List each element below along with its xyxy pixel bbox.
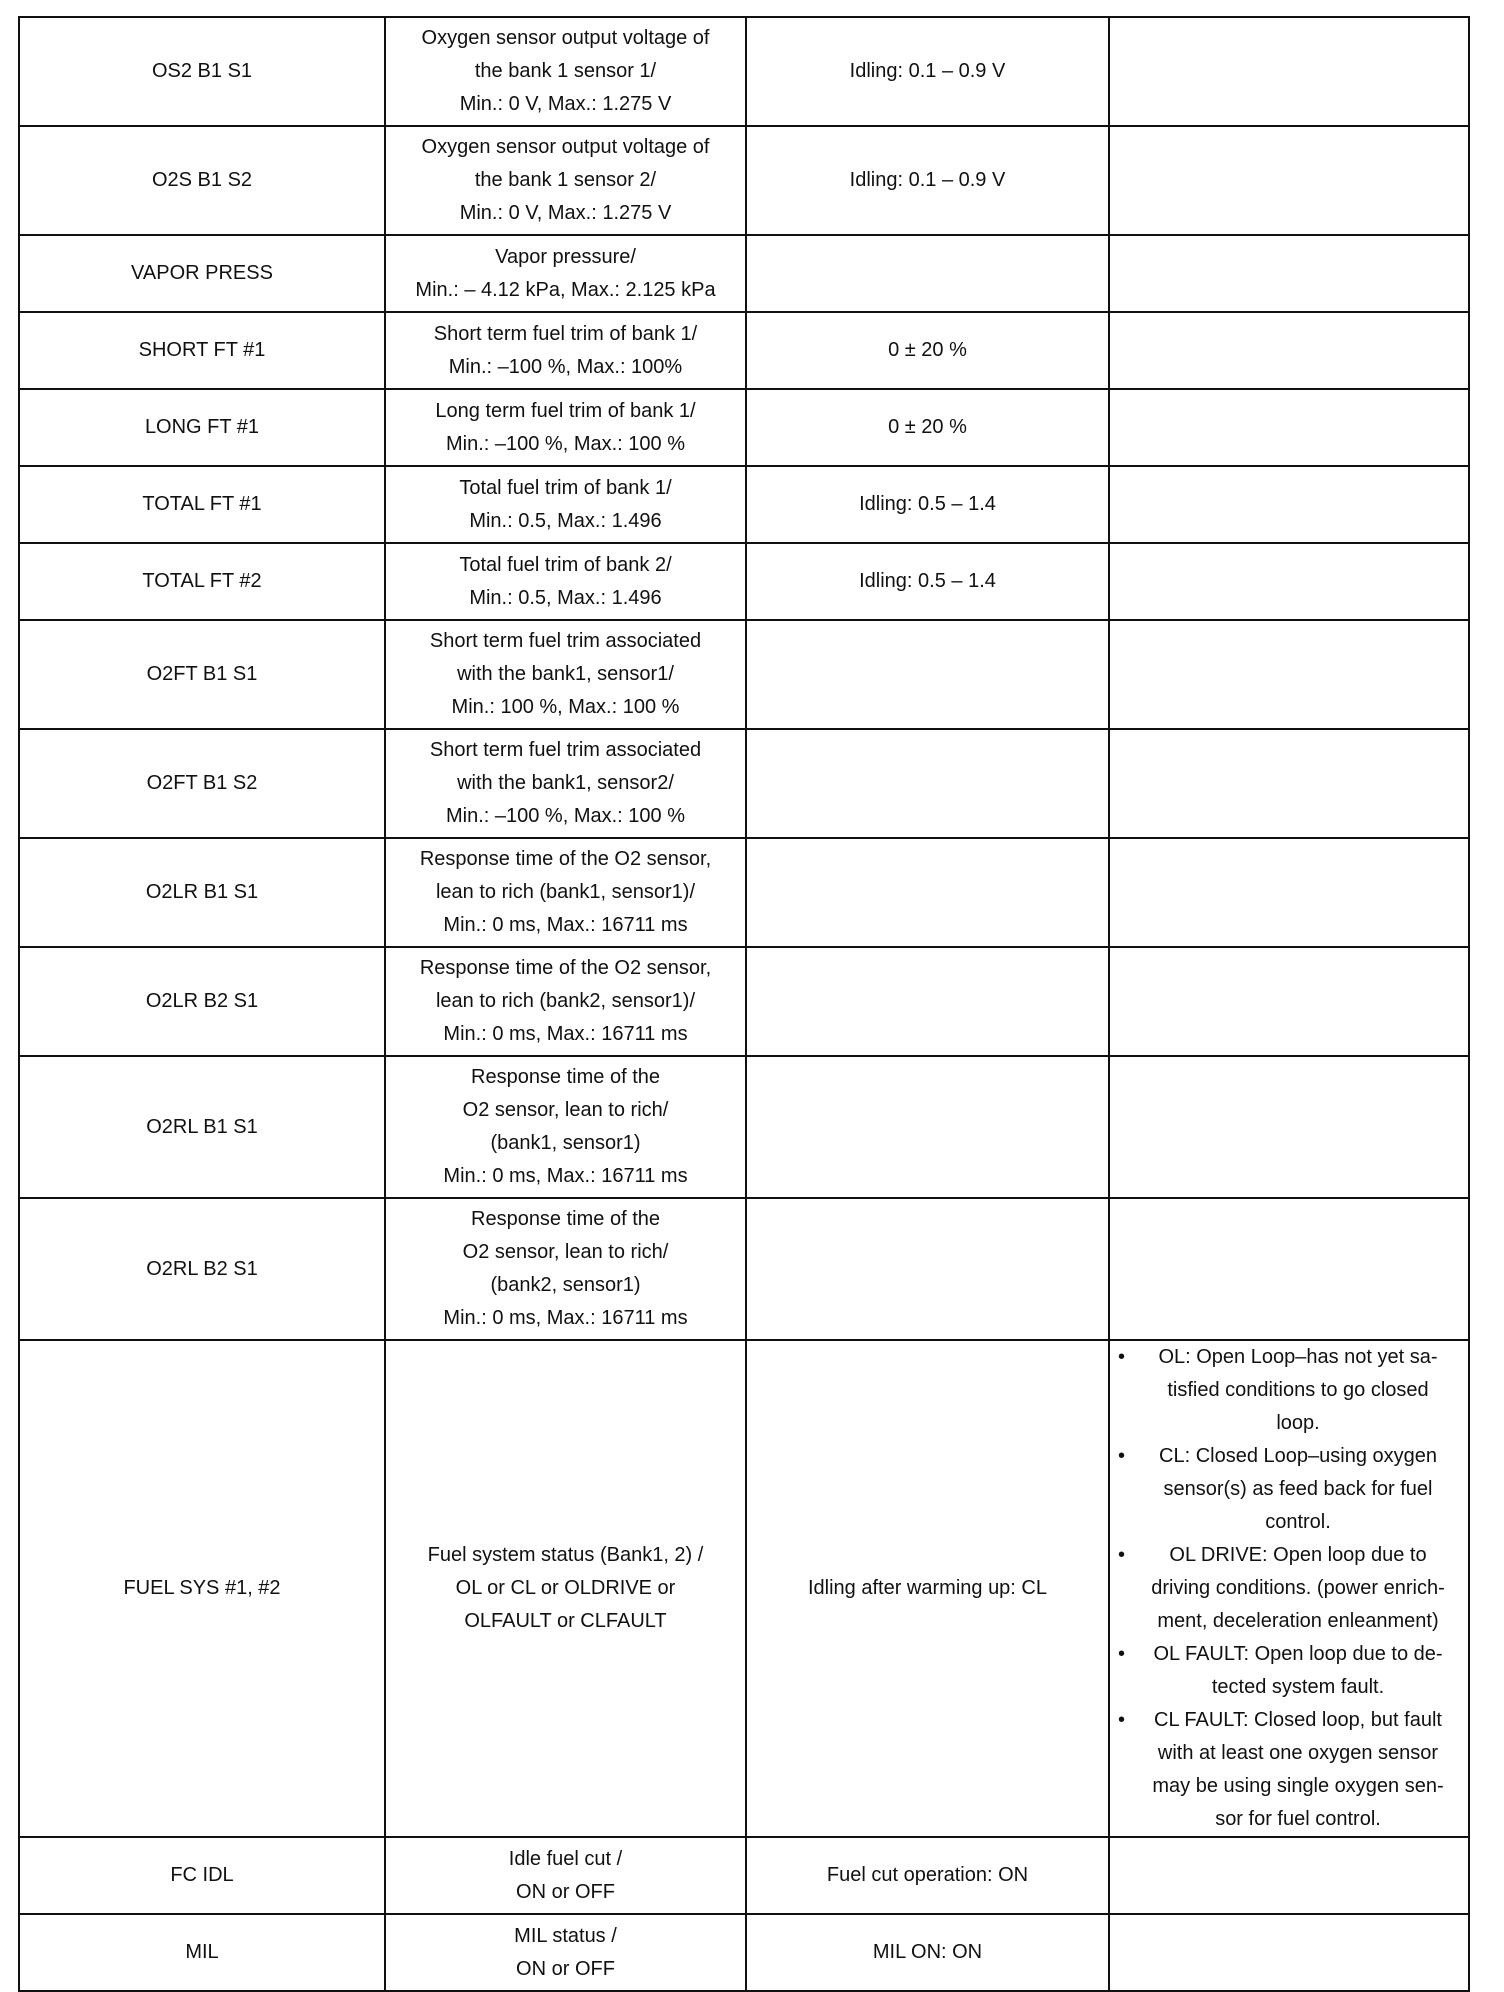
item-cell: O2FT B1 S2 [19,729,385,838]
description-line: O2 sensor, lean to rich/ [462,1099,669,1121]
description-cell [385,543,746,620]
table-row [19,1837,1469,1914]
description-line: Total fuel trim of bank 2/ [459,553,672,576]
notes-cell [1109,126,1469,235]
description-line: OLFAULT or CLFAULT [464,1610,667,1632]
notes-cell [1109,312,1469,389]
notes-cell [1109,1056,1469,1198]
table-row [19,543,1469,620]
description-line: Min.: –100 %, Max.: 100 % [445,432,685,455]
description-line: Min.: 0 ms, Max.: 16711 ms [443,1307,688,1329]
table-row [19,466,1469,543]
description-line: Response time of the [471,1066,660,1088]
description-cell [385,235,746,312]
condition-cell: Idling: 0.1 – 0.9 V [746,126,1109,235]
item-cell: O2S B1 S2 [19,126,385,235]
description-cell [385,729,746,838]
item-cell: LONG FT #1 [19,389,385,466]
item-cell: O2RL B1 S1 [19,1056,385,1198]
data-list-table [18,16,1470,1992]
notes-cell [1109,1198,1469,1340]
notes-cell [1109,1837,1469,1914]
description-line: Min.: – 4.12 kPa, Max.: 2.125 kPa [415,278,716,301]
notes-cell [1109,17,1469,126]
item-cell: FC IDL [19,1837,385,1914]
description-cell [385,1056,746,1198]
condition-cell: Idling: 0.5 – 1.4 [746,543,1109,620]
notes-cell [1109,1914,1469,1991]
description-cell [385,1837,746,1914]
description-line: Min.: 0 V, Max.: 1.275 V [459,93,672,115]
table-row [19,947,1469,1056]
note-line: may be using single oxygen sen- [1152,1775,1444,1797]
description-line: ON or OFF [516,1957,615,1980]
note-line: tected system fault. [1211,1676,1385,1698]
condition-cell: Fuel cut operation: ON [746,1837,1109,1914]
item-cell: VAPOR PRESS [19,235,385,312]
item-cell: O2FT B1 S1 [19,620,385,729]
condition-cell: 0 ± 20 % [746,312,1109,389]
description-line: Min.: 0 ms, Max.: 16711 ms [443,1165,688,1187]
notes-cell [1109,1340,1469,1837]
item-cell: O2LR B2 S1 [19,947,385,1056]
condition-cell [746,1198,1109,1340]
note-line: • CL: Closed Loop–using oxygen [1159,1445,1437,1467]
table-row [19,312,1469,389]
table-row [19,838,1469,947]
table-row [19,729,1469,838]
description-line: Vapor pressure/ [495,245,636,268]
note-line: ment, deceleration enleanment) [1157,1610,1439,1632]
note-line: tisfied conditions to go closed [1167,1379,1429,1401]
table-row [19,1198,1469,1340]
description-line: Fuel system status (Bank1, 2) / [427,1544,704,1566]
description-line: Response time of the O2 sensor, [419,957,712,979]
description-line: Min.: 0 ms, Max.: 16711 ms [443,914,688,936]
description-line: Long term fuel trim of bank 1/ [435,399,696,422]
description-cell [385,620,746,729]
description-line: Total fuel trim of bank 1/ [459,476,672,499]
table-row [19,1914,1469,1991]
notes-cell [1109,466,1469,543]
description-line: (bank1, sensor1) [490,1132,641,1154]
description-line: Idle fuel cut / [508,1847,623,1870]
description-line: lean to rich (bank1, sensor1)/ [435,881,696,903]
description-line: Short term fuel trim associated [429,630,702,652]
description-line: Min.: 100 %, Max.: 100 % [451,696,680,718]
table-row [19,389,1469,466]
table-row [19,17,1469,126]
note-line: • OL DRIVE: Open loop due to [1169,1544,1427,1566]
note-item [1116,1638,1462,1704]
notes-cell [1109,235,1469,312]
description-cell [385,389,746,466]
description-line: Response time of the [471,1208,660,1230]
description-cell [385,312,746,389]
table-row [19,1056,1469,1198]
description-cell [385,947,746,1056]
note-item [1116,1341,1462,1440]
table-row [19,235,1469,312]
notes-cell [1109,729,1469,838]
note-line: loop. [1276,1412,1320,1434]
note-item [1116,1539,1462,1638]
description-line: lean to rich (bank2, sensor1)/ [435,990,696,1012]
table-row [19,1340,1469,1837]
notes-cell [1109,389,1469,466]
notes-cell [1109,620,1469,729]
description-cell [385,17,746,126]
description-line: Short term fuel trim associated [429,739,702,761]
description-line: O2 sensor, lean to rich/ [462,1241,669,1263]
description-cell [385,126,746,235]
item-cell: FUEL SYS #1, #2 [19,1340,385,1837]
item-cell: MIL [19,1914,385,1991]
condition-cell: 0 ± 20 % [746,389,1109,466]
condition-cell [746,235,1109,312]
condition-cell [746,1056,1109,1198]
note-line: control. [1265,1511,1331,1533]
note-line: driving conditions. (power enrich- [1151,1577,1445,1599]
note-item [1116,1440,1462,1539]
note-item [1116,1704,1462,1836]
condition-cell: MIL ON: ON [746,1914,1109,1991]
description-line: Min.: 0 V, Max.: 1.275 V [459,202,672,224]
description-line: Oxygen sensor output voltage of [421,136,710,158]
description-line: Min.: –100 %, Max.: 100% [448,355,683,378]
note-line: • OL FAULT: Open loop due to de- [1153,1643,1443,1665]
condition-cell: Idling after warming up: CL [746,1340,1109,1837]
description-line: (bank2, sensor1) [490,1274,641,1296]
description-line: Min.: 0.5, Max.: 1.496 [469,586,662,609]
description-line: Min.: 0.5, Max.: 1.496 [469,509,662,532]
condition-cell [746,947,1109,1056]
item-cell: TOTAL FT #2 [19,543,385,620]
notes-list [1116,1341,1462,1836]
description-cell [385,1198,746,1340]
item-cell: SHORT FT #1 [19,312,385,389]
description-line: Short term fuel trim of bank 1/ [433,322,698,345]
item-cell: OS2 B1 S1 [19,17,385,126]
note-line: sor for fuel control. [1215,1808,1381,1830]
condition-cell: Idling: 0.1 – 0.9 V [746,17,1109,126]
notes-cell [1109,947,1469,1056]
description-cell [385,466,746,543]
table-row [19,126,1469,235]
description-cell [385,838,746,947]
notes-cell [1109,838,1469,947]
item-cell: O2RL B2 S1 [19,1198,385,1340]
condition-cell: Idling: 0.5 – 1.4 [746,466,1109,543]
note-line: • OL: Open Loop–has not yet sa- [1158,1346,1438,1368]
description-line: Oxygen sensor output voltage of [421,27,710,49]
notes-cell [1109,543,1469,620]
description-line: Response time of the O2 sensor, [419,848,712,870]
description-line: OL or CL or OLDRIVE or [455,1577,676,1599]
note-line: with at least one oxygen sensor [1157,1742,1439,1764]
note-line: • CL FAULT: Closed loop, but fault [1154,1709,1442,1731]
condition-cell [746,729,1109,838]
condition-cell [746,838,1109,947]
description-cell [385,1340,746,1837]
description-line: Min.: 0 ms, Max.: 16711 ms [443,1023,688,1045]
description-line: Min.: –100 %, Max.: 100 % [445,805,685,827]
table-row [19,620,1469,729]
description-line: the bank 1 sensor 2/ [474,169,657,191]
description-line: MIL status / [514,1924,617,1947]
item-cell: O2LR B1 S1 [19,838,385,947]
description-line: with the bank1, sensor2/ [457,772,674,794]
item-cell: TOTAL FT #1 [19,466,385,543]
description-line: with the bank1, sensor1/ [457,663,674,685]
condition-cell [746,620,1109,729]
description-line: the bank 1 sensor 1/ [474,60,657,82]
note-line: sensor(s) as feed back for fuel [1163,1478,1433,1500]
description-line: ON or OFF [516,1880,615,1903]
description-cell [385,1914,746,1991]
